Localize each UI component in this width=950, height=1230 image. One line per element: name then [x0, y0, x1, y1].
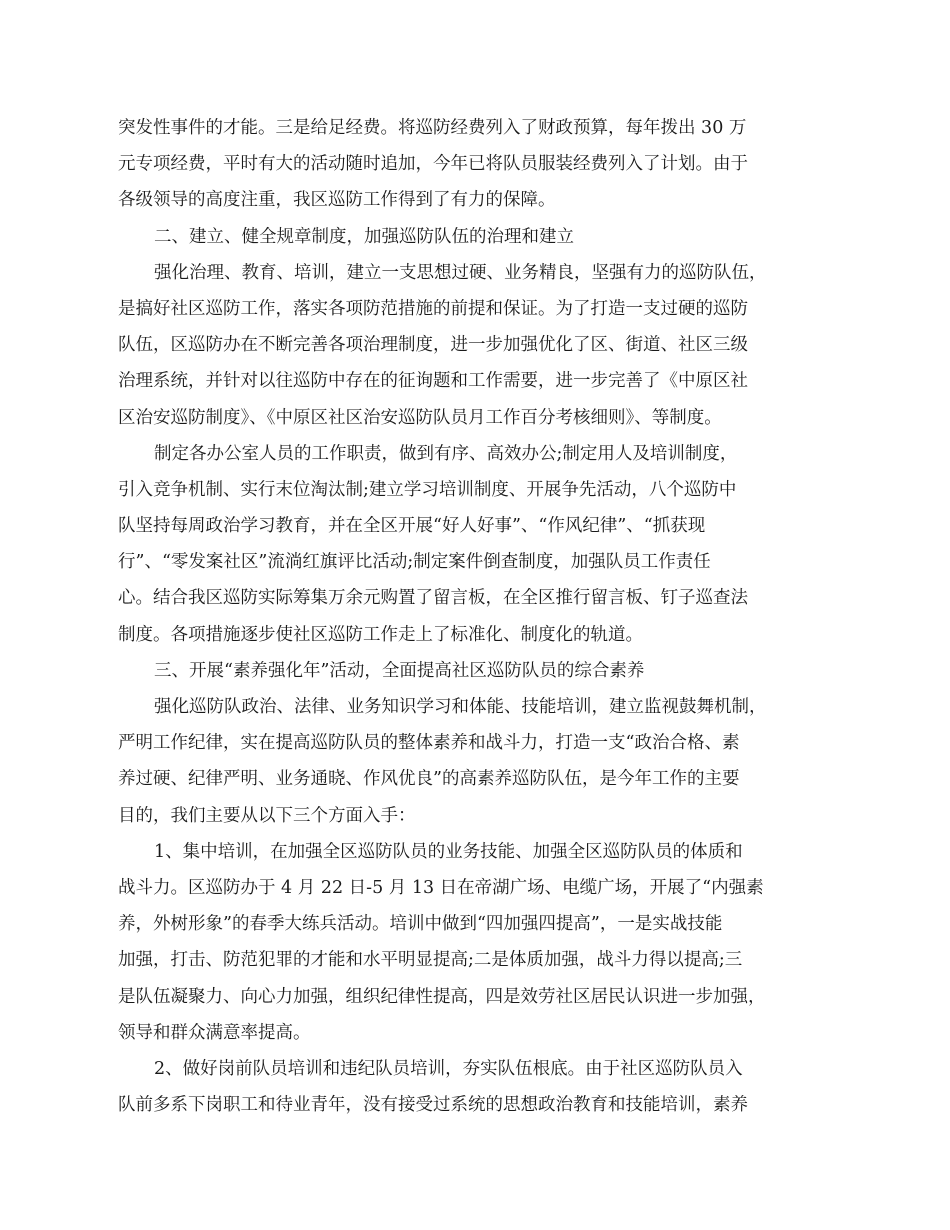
- text-line: 是队伍凝聚力、向心力加强，组织纪律性提高，四是效劳社区居民认识进一步加强，: [118, 986, 766, 1007]
- text-line: 战斗力。区巡防办于 4 月 22 日-5 月 13 日在帝湖广场、电缆广场，开展了“内强素: [118, 877, 764, 898]
- document-page: [118, 110, 834, 1123]
- text-line: 二、建立、健全规章制度，加强巡防队伍的治理和建立: [154, 226, 574, 247]
- text-line: 突发性事件的才能。三是给足经费。将巡防经费列入了财政预算，每年拨出 30 万: [118, 118, 747, 138]
- text-line: 队伍，区巡防办在不断完善各项治理制度，进一步加强优化了区、街道、社区三级: [118, 335, 748, 356]
- text-line: 各级领导的高度注重，我区巡防工作得到了有力的保障。: [118, 190, 556, 211]
- text-line: 是搞好社区巡防工作，落实各项防范措施的前提和保证。为了打造一支过硬的巡防: [118, 298, 748, 319]
- text-line: 制度。各项措施逐步使社区巡防工作走上了标准化、制度化的轨道。: [118, 624, 643, 645]
- text-line: 1、集中培训，在加强全区巡防队员的业务技能、加强全区巡防队员的体质和: [154, 841, 743, 862]
- text-line: 制定各办公室人员的工作职责，做到有序、高效办公;制定用人及培训制度，: [154, 443, 738, 464]
- text-line: 队坚持每周政治学习教育，并在全区开展“好人好事”、“作风纪律”、“抓获现: [118, 516, 706, 537]
- text-line: 领导和群众满意率提高。: [118, 1022, 311, 1043]
- text-line: 行”、“零发案社区”流淌红旗评比活动;制定案件倒查制度，加强队员工作责任: [118, 552, 711, 573]
- text-line: 治理系统，并针对以往巡防中存在的征询题和工作需要，进一步完善了《中原区社: [118, 371, 748, 392]
- text-line: 严明工作纪律，实在提高巡防队员的整体素养和战斗力，打造一支“政治合格、素: [118, 733, 740, 754]
- text-line: 队前多系下岗职工和待业青年，没有接受过系统的思想政治教育和技能培训，素养: [118, 1095, 748, 1116]
- text-line: 加强，打击、防范犯罪的才能和水平明显提高;二是体质加强，战斗力得以提高;三: [118, 950, 743, 971]
- text-line: 强化巡防队政治、法律、业务知识学习和体能、技能培训，建立监视鼓舞机制，: [154, 697, 767, 717]
- text-line: 心。结合我区巡防实际筹集万余元购置了留言板，在全区推行留言板、钉子巡查法: [118, 588, 748, 609]
- text-line: 养，外树形象”的春季大练兵活动。培训中做到“四加强四提高”，一是实战技能: [118, 914, 723, 935]
- text-line: 元专项经费，平时有大的活动随时追加，今年已将队员服装经费列入了计划。由于: [118, 154, 748, 175]
- text-line: 2、做好岗前队员培训和违纪队员培训，夯实队伍根底。由于社区巡防队员入: [154, 1058, 743, 1079]
- text-line: 养过硬、纪律严明、业务通晓、作风优良”的高素养巡防队伍，是今年工作的主要: [118, 769, 740, 790]
- text-line: 强化治理、教育、培训，建立一支思想过硬、业务精良，坚强有力的巡防队伍，: [154, 262, 767, 283]
- text-line: 三、开展“素养强化年”活动，全面提高社区巡防队员的综合素养: [154, 660, 645, 681]
- text-line: 引入竞争机制、实行末位淘汰制;建立学习培训制度、开展争先活动，八个巡防中: [118, 479, 737, 500]
- text-line: 目的，我们主要从以下三个方面入手：: [118, 805, 416, 826]
- text-line: 区治安巡防制度》、《中原区社区治安巡防队员月工作百分考核细则》、等制度。: [118, 407, 722, 428]
